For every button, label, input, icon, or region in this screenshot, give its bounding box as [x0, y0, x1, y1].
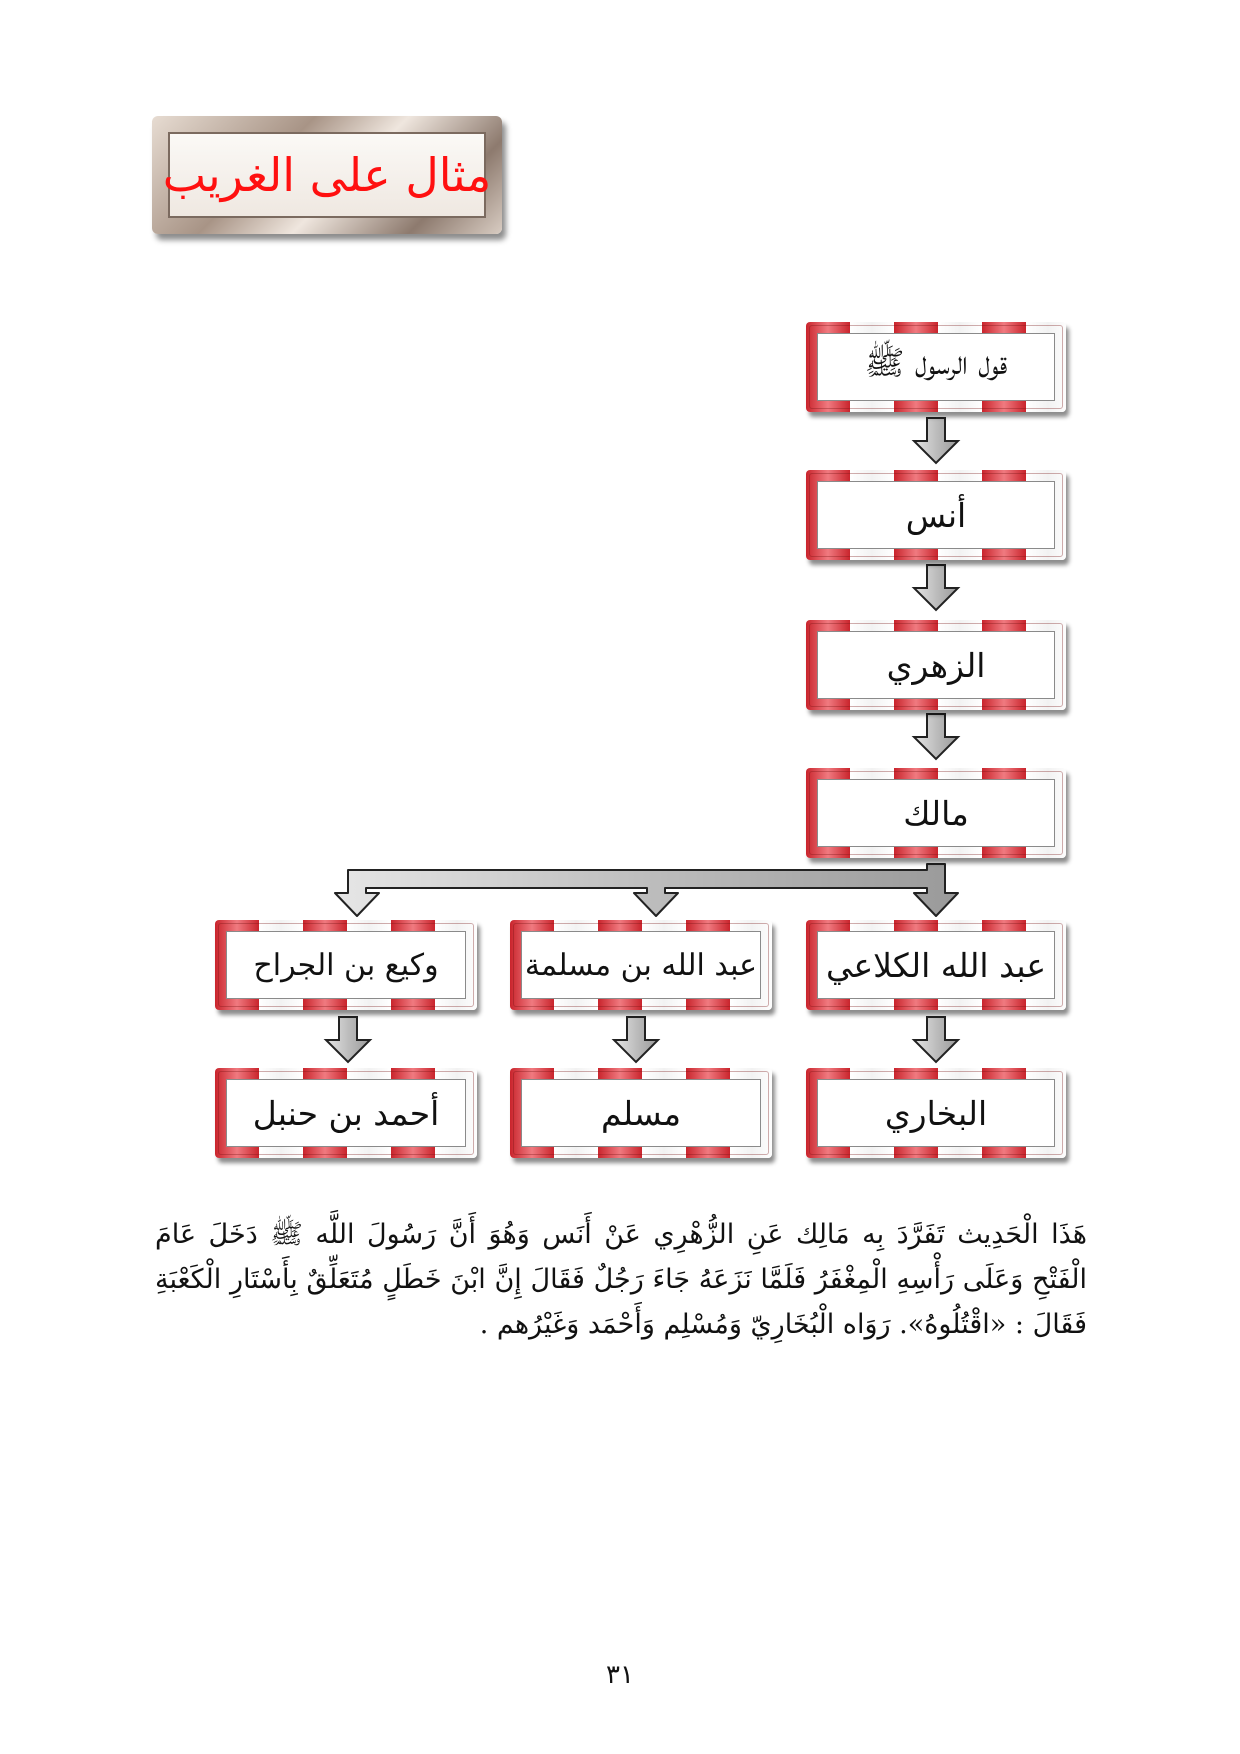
node-abdullah-ibn-maslama [510, 920, 772, 1010]
node-label: الزهري [886, 645, 986, 685]
node-label: وكيع بن الجراح [253, 947, 439, 983]
node-label: عبد الله الكلاعي [825, 945, 1047, 985]
page-title: مثال على الغريب [162, 148, 492, 202]
arrow-anas-to-zuhri-icon [914, 565, 958, 610]
hadith-explanation-paragraph: هَذَا الْحَدِيث تَفَرَّدَ بِه مَالِك عَنِ الزُّهْرِي عَنْ أَنَس وَهُوَ أَنَّ رَسُولَ اللَّه ﷺ دَخَلَ عَامَ الْفَتْحِ وَعَلَى رَأْسِهِ الْمِغْفَرُ فَلَمَّا نَزَعَهُ جَاءَ رَجُلٌ فَقَالَ إِنَّ ابْنَ خَطَلٍ مُتَعَلِّقٌ بِأَسْتَارِ الْكَعْبَةِ فَقَالَ : «اقْتُلُوهُ». رَوَاه الْبُخَارِيّ وَمُسْلِم وَأَحْمَد وَغَيْرُهم . [155, 1219, 1087, 1340]
node-label: أنس [905, 495, 967, 535]
arrow-prophet-to-anas-icon [914, 418, 958, 463]
node-label: مالك [903, 793, 969, 833]
node-prophet-saying [806, 322, 1066, 412]
node-abdullah-al-kalai [806, 920, 1066, 1010]
branch-connector-icon [335, 864, 958, 916]
arrow-zuhri-to-malik-icon [914, 714, 958, 759]
arrow-middle-branch-icon [614, 1017, 658, 1062]
node-muslim [510, 1068, 772, 1158]
arrow-left-branch-icon [326, 1017, 370, 1062]
node-bukhari [806, 1068, 1066, 1158]
node-ahmad-ibn-hanbal [215, 1068, 477, 1158]
arrow-right-branch-icon [914, 1017, 958, 1062]
node-malik [806, 768, 1066, 858]
node-label: مسلم [601, 1093, 682, 1133]
node-label: قول الرسول ﷺ [864, 343, 1008, 382]
node-anas [806, 470, 1066, 560]
node-label: أحمد بن حنبل [252, 1093, 440, 1133]
node-zuhri [806, 620, 1066, 710]
node-label: عبد الله بن مسلمة [524, 947, 758, 983]
page-number: ٣١ [606, 1660, 634, 1690]
node-waki-ibn-al-jarrah [215, 920, 477, 1010]
node-label: البخاري [884, 1093, 988, 1133]
